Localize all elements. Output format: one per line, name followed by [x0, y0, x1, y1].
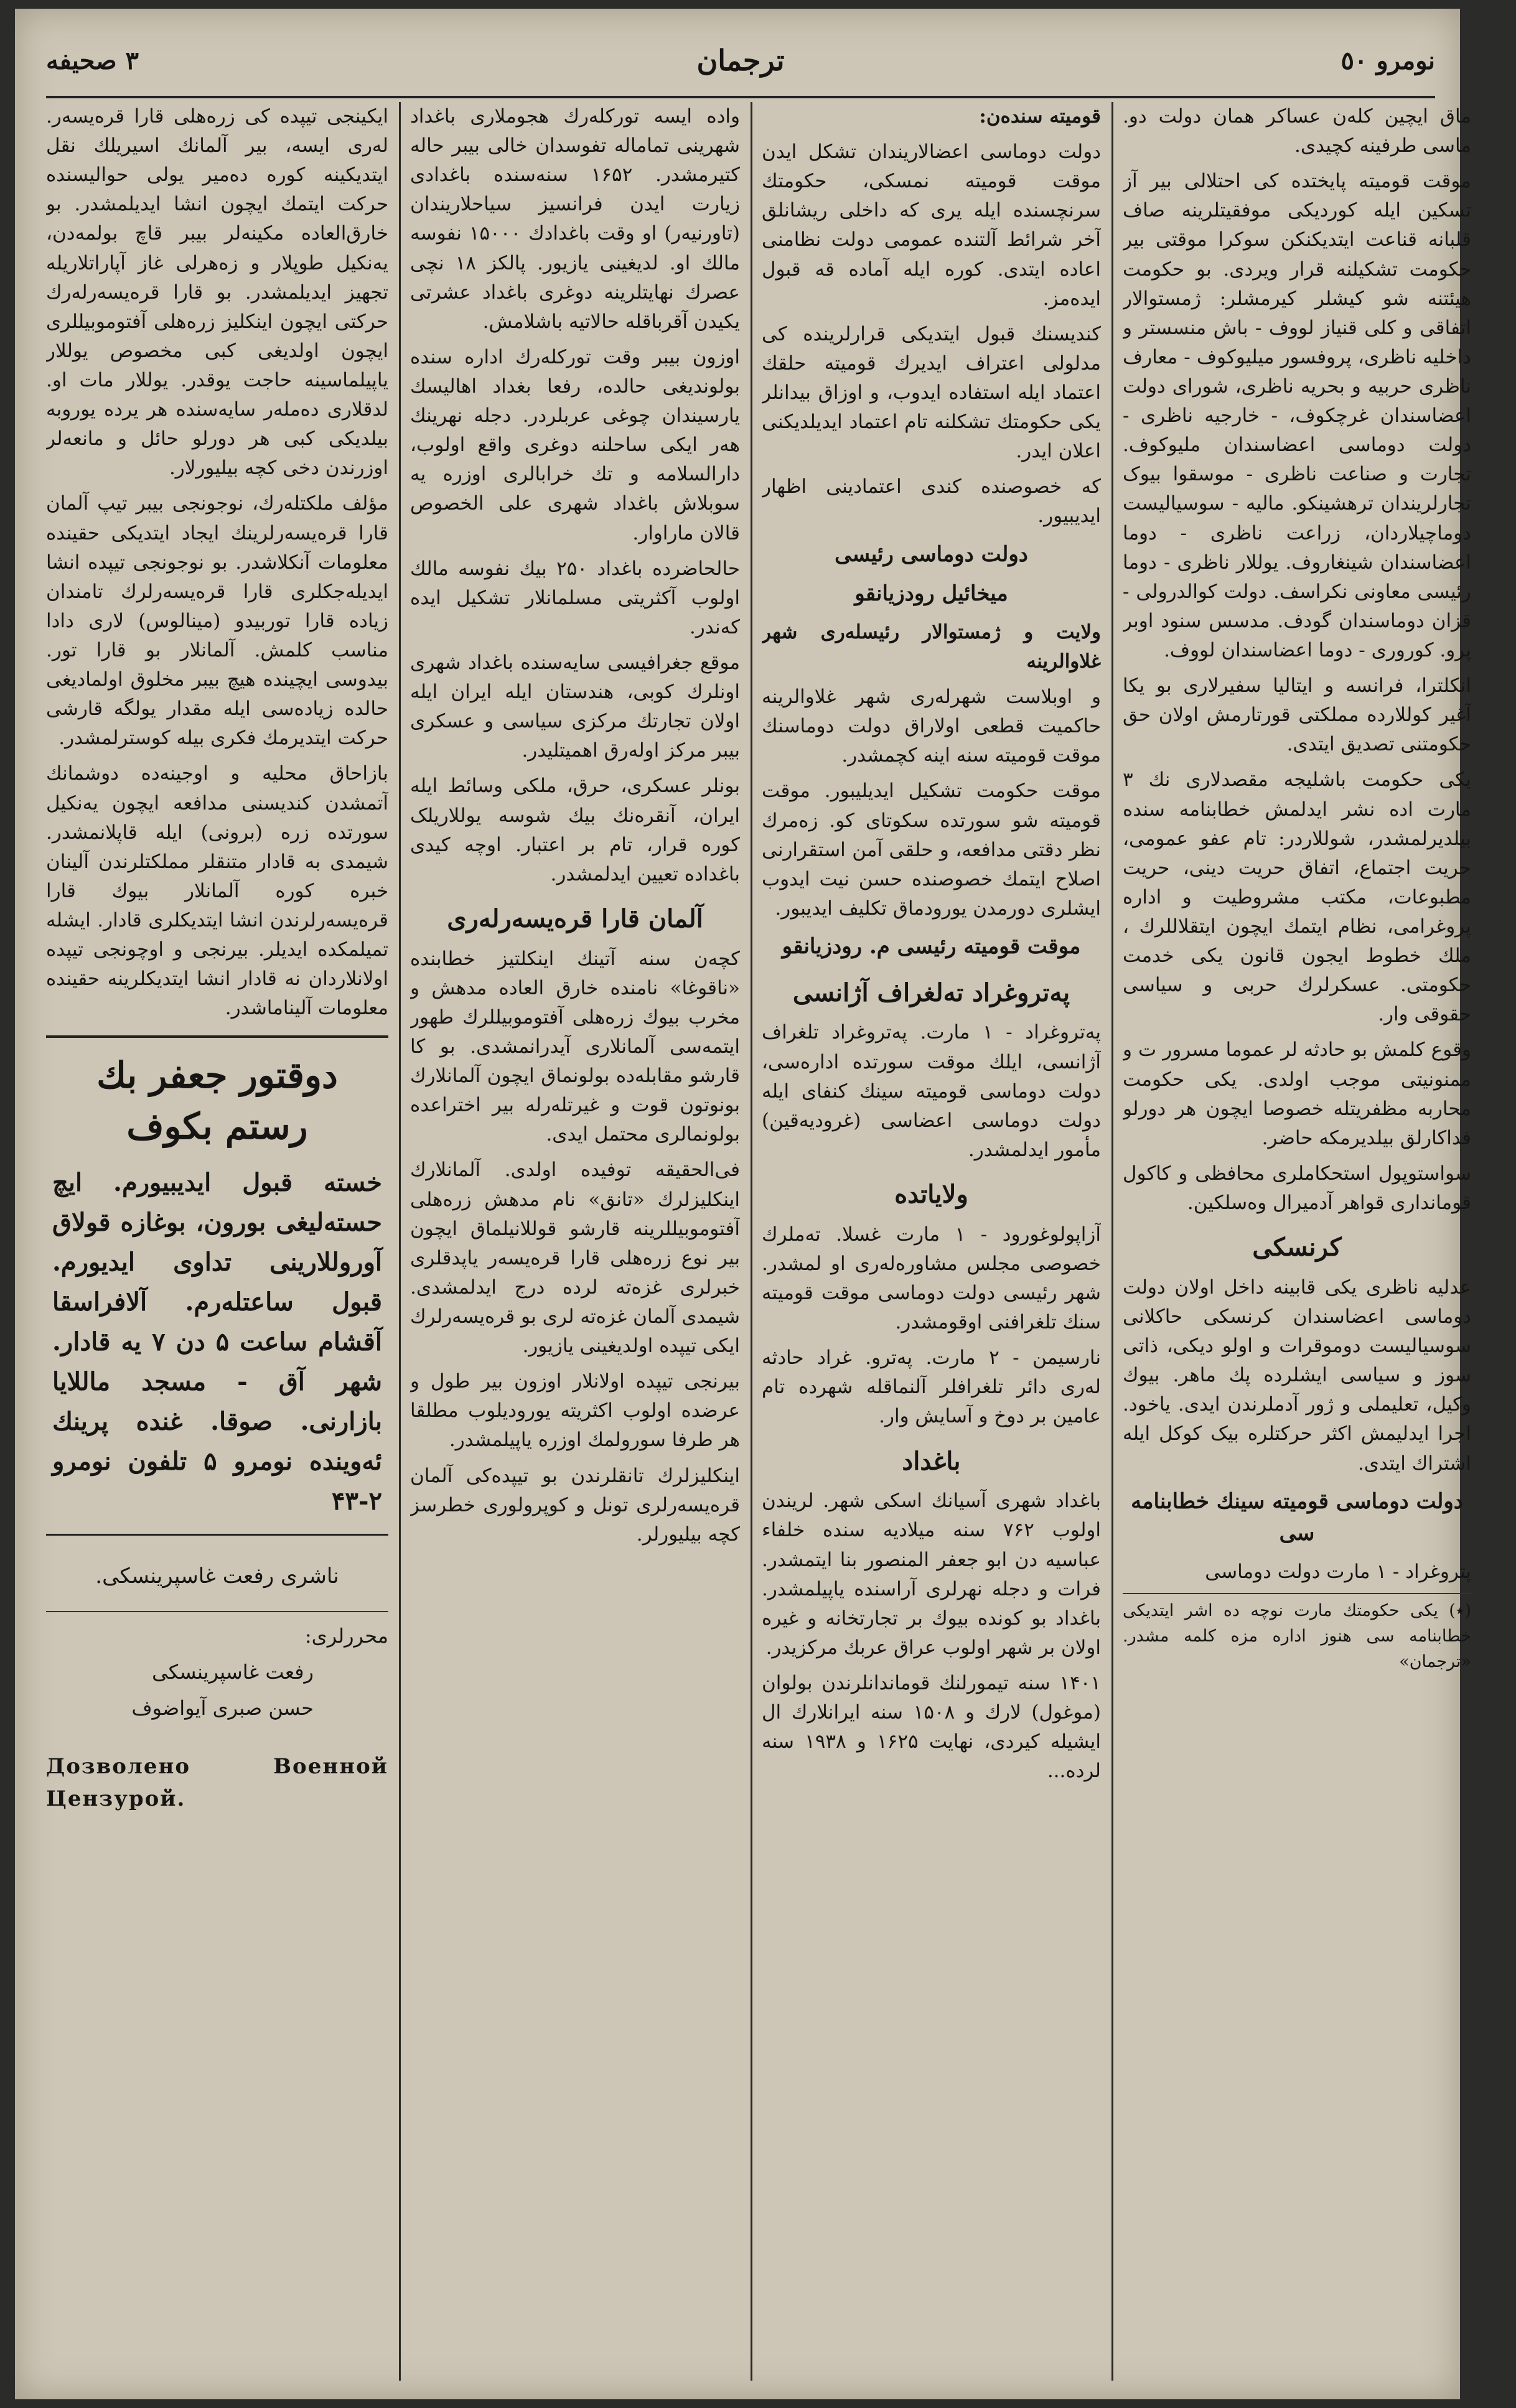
col2-paragraph: آزاپولوغورود - ۱ مارت غسلا. تەملرك خصوصی مجلس مشاورەلەری او لمشدر. شهر رئیسی دولت دوماسی موقت قومیته سنك تلغرافنی اوقومشدر. [762, 1223, 1101, 1334]
col2-paragraph: ۱۴۰۱ سنه تیمورلنك قوماندانلرندن بولوان (موغول) لارك و ۱۵۰۸ سنه ایرانلارك ال ایشیله کیردی، نهایت ۱۶۲۵ و ۱۹۳۸ سنه لرده... [762, 1672, 1101, 1783]
col2-paragraph: قومیته سندەن: [979, 105, 1101, 128]
duma-address-heading: دولت دوماسی قومیته سینك خطابنامه سی [1131, 1488, 1463, 1546]
signature-name: میخائیل رودزیانقو [854, 581, 1008, 607]
col3-paragraph: موقع جغرافیسی سایەسندە باغداد شهری اونلرك کوبی، هندستان ایله ایران ایله اولان تجارتك مرکزی سیاسی و عسکری بیبر مرکز اولەرق اهمیتلیدر. [410, 651, 740, 762]
editors-block [46, 1618, 388, 1726]
col4-paragraph: بازاحاق محلیه و اوجینەده دوشمانك آتمشدن کندیسنی مدافعه ایچون یەنکیل سورتده زره (برونی) ایله قاپلانمشدر. شیمدی به قادار متنقلر مملکتلرندن آلینان خبره کوره آلمانلار بیوك قارا قرەیسەرلرندن انشا ایتدیکلری قادار. ایشله تمیلمکده ایدیلر. بیرنجی و اوچونجی تیپده اولانلاردان نه قادار انشا ایتدیکلرینه حقینده معلومات آلیناماشدر. [46, 762, 388, 1020]
col3-paragraph: بیرنجی تیپده اولانلار اوزون بیر طول و عرضده اولوب اکثریته یورودیلوب مطلقا هر طرفا سورولمك اوزره یاپیلمشدر. [410, 1370, 740, 1452]
col3-paragraph: اوزون بیبر وقت تورکلەرك اداره سنده بولوندیغی حالده، رفعا بغداد اهالیسك یارسیندان چوغی عربلردر. دجله نهرینك هەر ایکی ساحلنه دوغری واقع اولوب، دارالسلامه و تك خرابالری اوزره یه سوبلاش باغداد شهری علی الخصوص قالان ماراوار. [410, 345, 740, 544]
kerensky-heading: کرنسکی [1252, 1233, 1342, 1262]
column-divider [1111, 102, 1113, 2381]
issue-number: نومرو ٥٠ [1341, 46, 1435, 75]
doctor-advertisement [46, 1035, 388, 1535]
col1-paragraph: سواستوپول استحکاملری محافظی و کاکول قومانداری قواهر آدمیرال وەسلکین. [1123, 1162, 1471, 1214]
ad-body: خسته قبول ایدیبیورم. ایچ حسته‌لیغی بورون، بوغازه قولاق آوروللارینی تداوی ایدیورم. قبول ساعتلەرم. آلافراسقا آقشام ساعت ۵ دن ۷ یه قادار. شهر آق - مسجد ماللایا بازارنی. صوقا. غنده پرینك ئەوینده نومرو ۵ تلفون نومرو ۲-۴۳ [52, 1167, 383, 1516]
editor-name: رفعت غاسپرینسکی [152, 1660, 314, 1684]
col3-paragraph: اینکلیزلرك تانقلرندن بو تیپدەکی آلمان قرەیسەرلری تونل و کوپرولوری خطرسز کچه بیلیورلر. [410, 1464, 740, 1546]
newspaper-title: ترجمان [696, 44, 785, 77]
publisher-line: ناشری رفعت غاسپرینسکی. [46, 1561, 388, 1613]
col2-paragraph: که خصوصنده کندی اعتمادینی اظهار ایدیبیور. [762, 475, 1101, 528]
column-2 [762, 102, 1101, 2381]
column-divider [751, 102, 752, 2381]
col1-paragraph: یکی حکومت باشلیجه مقصدلاری نك ۳ مارت اده نشر ایدلمش خطابنامه سنده بیلدیرلمشدر، شوللاردر: تام عفو عمومی، حریت اجتماع، اتفاق حریت دینی، حریت مطبوعات، مکتب مشروطیت و اداره پروغرامی، نظام ایتمك ایچون ایتقلاللرك ، ملك خطوط ایجون قانون یکی خدمت حکومتی. عسکرلرك حربی و سیاسی حقوقی وار. [1123, 768, 1471, 1026]
col2-paragraph: کندیسنك قبول ایتدیکی قرارلرینده کی مدلولی اعتراف ایدیرك قومیته حلقك اعتماد ایله استفاده ایدوب، و اوزاق بیدانلر یکی حکومتك تشکلنه تام اعتماد ایدیلدیکنی اعلان ایدر. [762, 322, 1101, 463]
column-divider [399, 102, 401, 2381]
editor-name: حسن صبری آیواضوف [131, 1696, 314, 1720]
col3-paragraph: کچەن سنه آتینك اینکلتیز خطابندە «ناقوغا» نامنده خارق العاده مدهش و مخرب بیوك زرەهلی آفتوموبیللرك طهور ایتمەسی آلمانلاری آیدرانمشدی. بو کا قارشو مقابلەده بولونماق ایچون آلمانلارك بونوتون قوت و غیرتلەرلە بیر اختراعدە بولونمالری محتمل ایدی. [410, 947, 740, 1146]
col1-paragraph: انکلترا، فرانسه و ایتالیا سفیرلاری بو یکا آغیر کوللارده مملکتی قورتارمش اولان حق حکومتنی تصدیق ایتدی. [1123, 674, 1471, 756]
col4-paragraph: ایکینجی تیپده کی زرەهلی قارا قرەیسەر. لەری ایسه، بیر آلمانك اسیریلك نقل ایتدیکینه کوره دەمیر یولی حوالیسنده حرکت ایتمك ایچون انشا ایدیلمشدر. بو خارق‌العاده مکینەلر بیبر قاچ بولمەدن، یەنکیل طوپلار و زەهرلی غاز آپاراتلاریله تجهیز ایدیلمشدر. بو قارا قرەیسەرلەرك حرکتی ایچون اینکلیز زرەهلی آفتوموبیللری ایچون اولدیغی کبی مخصوص یوللار یاپیلماسینه حاجت یوقدر. یوللار مات او. لدقلاری دەملەر سایەسندە هر یرده یوروبه بیلدیکی کبی هر دورلو حائل و مانعەلر اوزرندن دخی کچه بیلیورلار. [46, 105, 388, 480]
col3-paragraph: واده ایسه تورکلەرك هجوملاری باغداد شهرینی تماماله تفوسدان خالی بیبر حالە کتیرمشدر. ۱۶۵۲ سنەسندە باغدادی زیارت ایدن فرانسیز سیاحلاریندان (تاورنیەر) او وقت باغدادك ۱۵۰۰۰ نفوسه مالك او. لدیغینی یازیور. پالکز ۱۸ نچی عصرك نهایتلرینه دوغری باغداد عشرتی یکیدن آقرباقله حالاتیه باشلامش. [410, 105, 740, 333]
col2-subheading: ولایت و ژمستوالار رئیسلەری شهر غلاوالرینه [762, 620, 1101, 673]
col2-paragraph: باغداد شهری آسیانك اسکی شهر. لریندن اولوب ۷۶۲ سنه میلادیه سنده خلفاء عباسیه دن ابو جعفر المنصور بنا ایتمشدر. فرات و دجله نهرلری آراسنده یاپیلمشدر. باغداد بو کوندە بیوك بر تجارتخانه و غیره اولان بر شهر اولوب عراق عربك مرکزیدر. [762, 1490, 1101, 1659]
col3-paragraph: فی‌الحقیقه توفیده اولدی. آلمانلارك اینکلیزلرك «تانق» نام مدهش زرەهلی آفتوموبیللرینه قارشو قوللانیلماق ایچون بیر نوع زرەهلی قارا قرەیسەر یاپدقلری خبرلری غزەته لرده درج ایدلمشدی. شیمدی آلمان غزەته لری بو قرەیسەرلرك ایکی تیپده اولدیغینی یازیور. [410, 1159, 740, 1358]
column-4 [46, 102, 388, 2381]
editors-label: محررلری: [304, 1624, 388, 1648]
telegraph-heading: پەتروغراد تەلغراف آژانسی [792, 978, 1070, 1007]
col2-paragraph: دولت دوماسی اعضالاریندان تشکل ایدن موقت قومیته نمسکی، حکومتك سرنچسنده ایلە یری که داخلی ریشانلق آخر شرائط آلتنده عمومی دولت نظامنی اعاده ایتدی. کوره ایله آماده قه قبول ایدەمز. [762, 141, 1101, 310]
baghdad-heading: باغداد [902, 1446, 961, 1476]
provinces-heading: ولایاتده [894, 1179, 968, 1209]
col1-paragraph: ماق ایچین کلەن عساکر همان دولت دو. ماسی طرفینه کچیدی. [1123, 105, 1471, 157]
columns-container [46, 102, 1471, 2381]
censor-approval: Дозволено Военной Цензурой. [46, 1754, 388, 1811]
col1-paragraph: وقوع کلمش بو حادثه لر عموما مسرور ت و ممنونیتی موجب اولدی. یکی حکومت محاربه مظفریتله خصوصا ایچون هر دورلو فداکارلق بیلدیرمکه حاضر. [1123, 1038, 1471, 1149]
committee-chairman: موقت قومیته رئیسی م. رودزیانقو [782, 933, 1081, 959]
col4-paragraph: مؤلف ملکتلەرك، نوجونجی بیبر تیپ آلمان قارا قرەیسەرلرینك ایجاد ایتدیکی حقینده معلومات آنکلاشدر. بو نوجونجی تیپده انشا ایدیلەجکلری قارا قرەیسەرلرك تامندان زیاده قارا توربیدو (مینالوس) لاری دادا مناسب کلمش. آلمانلار بو قارا تور. بیدوسی ایچیندە هیچ بیبر مخلوق اولمادیغی حالده زیادەسی ایله مقدار یولگە قارشی حرکت ایتدیرمك فکری بیله کوسترلمشدر. [46, 492, 388, 750]
column-1 [1123, 102, 1471, 2381]
col1-paragraph: پتروغراد - ۱ مارت دولت دوماسی [1205, 1560, 1471, 1583]
col2-paragraph: پەتروغراد - ۱ مارت. پەتروغراد تلغراف آژانسی، ایلك موقت سورتده ادارەسی، دولت دوماسی قومیته سینك کنفای ایله دولت دوماسی اعضاسی (غرودیەقین) مأمور ایدلمشدر. [762, 1021, 1101, 1161]
newspaper-page [15, 9, 1471, 2399]
col2-paragraph: موقت حکومت تشکیل ایدیلیبور. موقت قومیته شو سورتده سکوتای کو. زەمرك نظر دقتی مدافعه، و حلقی آمن استقرارنی اصلاح ایتمك خصوصنده حسن نیت ایدوب ایشلری دورمدن یورودماق تکلیف ایدیبور. [762, 780, 1101, 920]
col3-paragraph: حالحاضرده باغداد ۲۵۰ بیك نفوسه مالك اولوب آکثریتی مسلمانلار تشکیل ایده کەندر. [410, 557, 740, 638]
col3-paragraph: بونلر عسکری، حرق، ملکی وسائط ایله ایران، آنقرەنك بیك شوسه یوللاریلک کوره قرار، تام بر اعتبار. اوچه کیدی باغداده تعیین ایدلمشدر. [410, 775, 740, 885]
signature-title: دولت دوماسی رئیسی [835, 541, 1028, 567]
column-3 [410, 102, 740, 2381]
masthead [46, 21, 1435, 98]
col2-paragraph: و اوبلاست شهرلەری شهر غلاوالرینه حاکمیت قطعی اولاراق دولت دوماسنك موقت قومیته سنه اینه کچمشدر. [762, 686, 1101, 767]
page-number: ٣ صحيفه [46, 46, 139, 75]
footnote: (٭) یکی حکومتك مارت نوچه ده اشر ایتدیکی خطابنامه سی هنوز اداره مزه کلمه مشدر. «ترجمان» [1123, 1593, 1471, 1674]
col1-paragraph: موقت قومیته پایختده کی احتلالی بیر آز تسکین ایلە کوردیکی موفقیتلرینه صاف قلبانه قناعت ایتدیکنکن سوکرا موقتی بیر حکومت تشکیلنه قرار ویردی. بو حکومت هیئتنه شو کیشلر کیرمشلر: ژمستوالار اتفاقی و کلی قنیاز لووف - باش منسستر و داخلیه ناظری، پروفسور میلیوکوف - معارف ناظری حربیه و بحریه ناظری، شورای دولت اعضاسندان غرچکوف، - خارجیه ناظری - دولت دوماسی اعضاسندان ملیوکوف. تجارت و صناعت ناظری - موسقوا بیوک تجارلریندان ترهشینکو. مالیه - سوسیالیست دوماچیلاردان، زراعت ناظری - دوما اعضاسندان شینغاروف. یوللار ناظری - دوما رئیسی معاونی نکراسف. دولت کوالدرولی - قزان دوماسندان گودف. مدسس سنود اوبر پرو. کوروری - دوما اعضاسندان لووف. [1123, 170, 1471, 661]
german-cruisers-heading: آلمان قارا قرەیسەرلەری [447, 903, 703, 933]
ad-title: دوقتور جعفر بك رستم بکوف [96, 1054, 338, 1147]
col2-paragraph: نارسیمن - ۲ مارت. پەترو. غراد حادثه لەری دائر تلغرافلر آلنماقله شهرده تام عامین بر دوخ و آسایش وار. [762, 1346, 1101, 1428]
col1-paragraph: عدلیه ناظری یکی قابینه داخل اولان دولت دوماسی اعضاسندان کرنسکی حاکلانی سوسیالیست دوموقرات و اولو دیکی، ذاتی سوز و سیاسی ایشلرده پك ماهر. بیوك وکیل، تعلیملی و ژور آدملرندن ایدی. یاخود. اجرا ایدلیمش اکثر حرکتلره بیک کوکل ایله اشتراك ایتدی. [1123, 1276, 1471, 1475]
